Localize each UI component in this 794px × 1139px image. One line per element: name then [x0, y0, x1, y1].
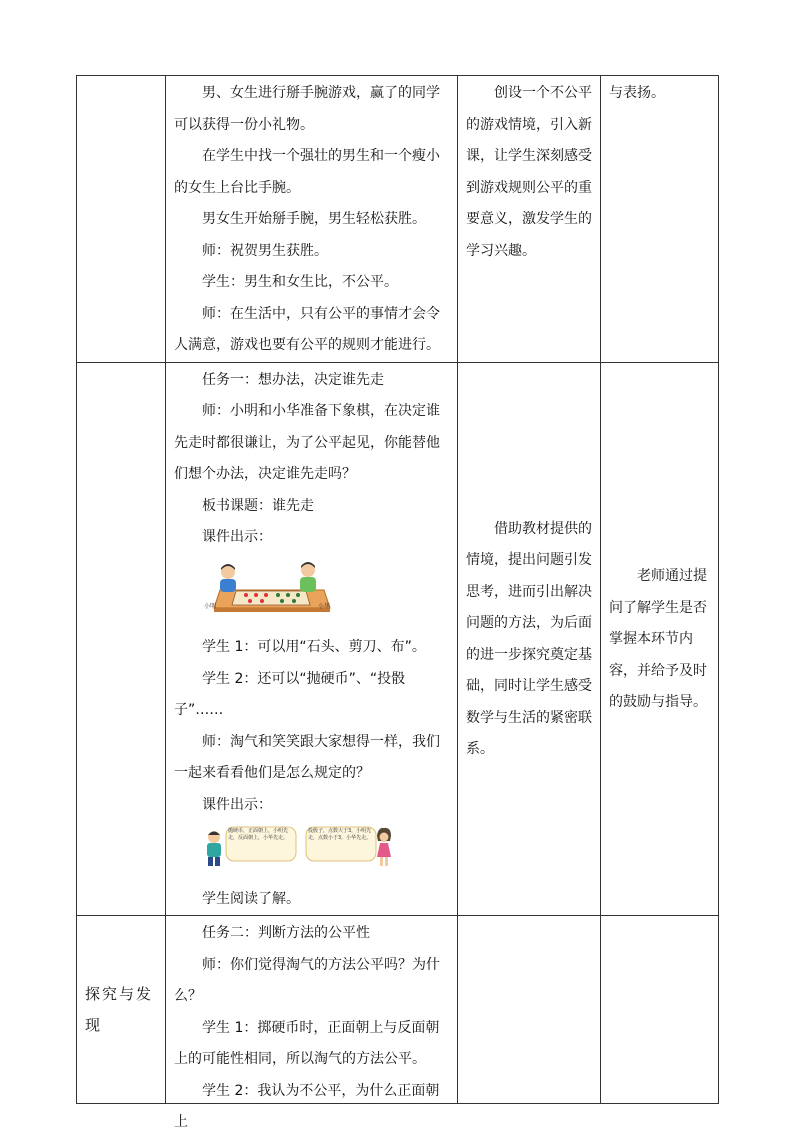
design-intent-text: 借助教材提供的情境，提出问题引发思考，进而引出解决问题的方法，为后面的进一步探究奠定基础，同时让学生感受数学与生活的紧密联系。: [466, 520, 592, 758]
stage-cell: [77, 362, 166, 916]
activity-paragraph: 学生 1：掷硬币时，正面朝上与反面朝上的可能性相同，所以淘气的方法公平。: [174, 1019, 440, 1067]
activity-paragraph: 师：你们觉得淘气的方法公平吗？为什么？: [174, 956, 440, 1004]
activity-paragraph: 任务一：想办法，决定谁先走: [202, 371, 384, 388]
stage-cell: [77, 916, 166, 1104]
activity-paragraph: 在学生中找一个强壮的男生和一个瘦小的女生上台比手腕。: [174, 148, 440, 196]
coin-dice-image: [202, 825, 392, 869]
intent-cell: [458, 76, 601, 363]
label-xiaohua: 小华: [318, 602, 331, 610]
activity-paragraph: 学生 2：还可以“抛硬币”、“投骰子”……: [174, 670, 406, 718]
activity-cell: [166, 362, 458, 916]
activity-paragraph: 师：小明和小华准备下象棋，在决定谁先走时都很谦让，为了公平起见，你能替他们想个办法，决定谁先走吗？: [174, 403, 440, 482]
activity-paragraph: 男女生开始掰手腕，男生轻松获胜。: [202, 211, 426, 227]
activity-paragraph: 师：祝贺男生获胜。: [202, 242, 328, 259]
assessment-cell: [601, 362, 719, 916]
bubble-dice-text: 投骰子，点数大于3，小明先走，点数小于3，小华先走。: [308, 828, 372, 841]
activity-paragraph: 学生阅读了解。: [202, 890, 300, 907]
activity-paragraph: 学生 1：可以用“石头、剪刀、布”。: [202, 639, 426, 655]
bubble-coin-text: 抛硬币，正面朝上，小明先走，反面朝上，小华先走。: [228, 828, 289, 841]
rules-illustration: [202, 825, 451, 882]
activity-cell: [166, 76, 458, 363]
table-row: [77, 76, 719, 363]
design-intent-text: 创设一个不公平的游戏情境，引入新课，让学生深刻感受到游戏规则公平的重要意义，激发学生的学习兴趣。: [466, 85, 592, 259]
assessment-text: 老师通过提问了解学生是否掌握本环节内容，并给予及时的鼓励与指导。: [609, 568, 707, 710]
assessment-cell: [601, 76, 719, 363]
stage-cell: [77, 76, 166, 363]
activity-paragraph: 学生 2：我认为不公平，为什么正面朝上: [174, 1082, 440, 1130]
activity-paragraph: 课件出示：: [202, 796, 272, 813]
chess-game-image: [202, 560, 332, 616]
activity-paragraph: 师：在生活中，只有公平的事情才会令人满意，游戏也要有公平的规则才能进行。: [174, 305, 440, 353]
activity-cell: [166, 916, 458, 1130]
lesson-plan-table: [76, 75, 719, 1130]
activity-paragraph: 课件出示：: [202, 529, 272, 545]
activity-paragraph: 学生：男生和女生比，不公平。: [202, 274, 398, 290]
activity-paragraph: 师：淘气和笑笑跟大家想得一样，我们一起来看看他们是怎么规定的？: [174, 733, 440, 781]
assessment-text: 与表扬。: [609, 85, 665, 101]
table-row: [77, 916, 719, 1104]
activity-paragraph: 板书课题：谁先走: [202, 497, 314, 514]
assessment-cell: [601, 916, 719, 1104]
table-row: [77, 362, 719, 916]
activity-paragraph: 任务二：判断方法的公平性: [202, 925, 370, 941]
activity-paragraph: 男、女生进行掰手腕游戏，赢了的同学可以获得一份小礼物。: [174, 85, 440, 133]
label-xiaoming: 小明: [204, 602, 217, 610]
intent-cell: [458, 362, 601, 916]
stage-label: 探究与发现: [85, 984, 154, 1034]
chess-illustration: [202, 560, 451, 629]
intent-cell: [458, 916, 601, 1104]
